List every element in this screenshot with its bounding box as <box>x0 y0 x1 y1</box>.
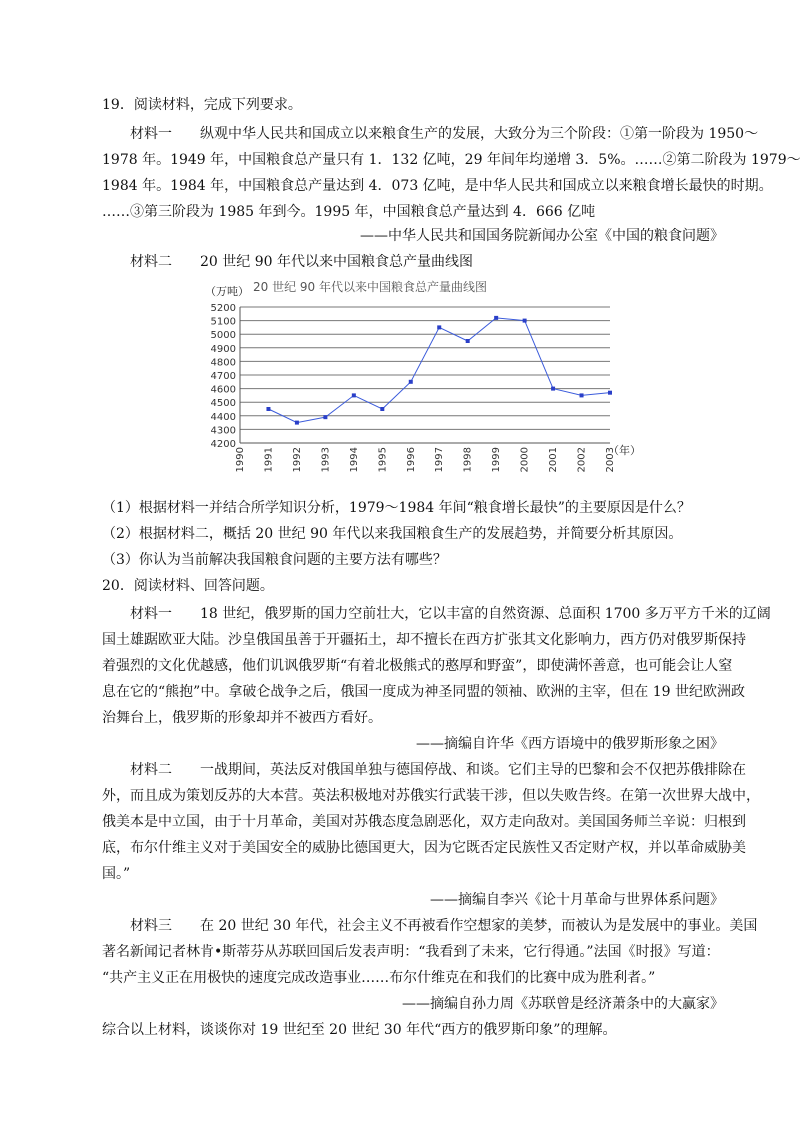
y-tick-label: 4400 <box>210 411 236 423</box>
x-tick-label: 2003 <box>605 447 616 473</box>
q19-material1-line2: 1978 年。1949 年，中国粮食总产量只有 1．132 亿吨，29 年间年均递增 3．5%。……②第二阶段为 1979～ <box>102 152 801 168</box>
x-tick-label: 1990 <box>235 447 246 473</box>
data-point <box>466 339 470 343</box>
data-point <box>352 393 356 397</box>
q20-material3-source: ——摘编自孙力周《苏联曾是经济萧条中的大赢家》 <box>402 996 724 1012</box>
y-tick-label: 4300 <box>210 425 236 437</box>
x-tick-label: 2000 <box>519 447 531 473</box>
q20-material3-line1: 材料三 在 20 世纪 30 年代，社会主义不再被看作空想家的美梦，而被认为是发展中的事业。美国 <box>130 918 758 934</box>
q19-question-1: （1）根据材料一并结合所学知识分析，1979～1984 年间“粮食增长最快”的主要原因是什么？ <box>102 500 691 516</box>
x-tick-label: 1995 <box>377 447 389 473</box>
data-point <box>323 415 327 419</box>
q19-material1-line1: 材料一 纵观中华人民共和国成立以来粮食生产的发展，大致分为三个阶段：①第一阶段为 1950～ <box>130 126 759 142</box>
data-point <box>409 380 413 384</box>
data-point <box>380 407 384 411</box>
q19-material1-line4: ……③第三阶段为 1985 年到今。1995 年，中国粮食总产量达到 4．666 亿吨 <box>102 204 596 220</box>
q19-material1-source: ——中华人民共和国国务院新闻办公室《中国的粮食问题》 <box>360 228 724 244</box>
question-20-title: 20．阅读材料、回答问题。 <box>102 578 274 594</box>
chart-title: 20 世纪 90 年代以来中国粮食总产量曲线图 <box>253 280 487 294</box>
x-tick-label: 1998 <box>462 447 474 473</box>
q20-material2-line1: 材料二 一战期间，英法反对俄国单独与德国停战、和谈。它们主导的巴黎和会不仅把苏俄排除在 <box>130 762 746 778</box>
data-point <box>266 407 270 411</box>
q19-question-3: （3）你认为当前解决我国粮食问题的主要方法有哪些？ <box>102 552 447 568</box>
q20-material1-line4: 息在它的“熊抱”中。拿破仑战争之后，俄国一度成为神圣同盟的领袖、欧洲的主宰，但在 19 世纪欧洲政 <box>102 684 746 700</box>
q19-material2-label: 材料二 20 世纪 90 年代以来中国粮食总产量曲线图 <box>130 254 473 270</box>
q19-question-2: （2）根据材料二，概括 20 世纪 90 年代以来我国粮食生产的发展趋势，并简要分析其原因。 <box>102 526 683 542</box>
x-tick-label: 1992 <box>291 447 303 473</box>
q20-material1-line1: 材料一 18 世纪，俄罗斯的国力空前壮大，它以丰富的自然资源、总面积 1700 多万平方千米的辽阔 <box>130 606 771 622</box>
data-point <box>295 421 299 425</box>
q20-material1-source: ——摘编自许华《西方语境中的俄罗斯形象之困》 <box>416 736 724 752</box>
y-tick-label: 5200 <box>210 303 236 314</box>
y-tick-label: 4800 <box>210 357 236 369</box>
q20-material2-line2: 外，而且成为策划反苏的大本营。英法积极地对苏俄实行武装干涉，但以失败告终。在第一次世界大战中， <box>102 788 760 804</box>
data-point <box>494 316 498 320</box>
q20-question: 综合以上材料，谈谈你对 19 世纪至 20 世纪 30 年代“西方的俄罗斯印象”的理解。 <box>102 1022 617 1038</box>
q20-material1-line3: 着强烈的文化优越感，他们讥讽俄罗斯“有着北极熊式的憨厚和野蛮”，即使满怀善意，也可能会让人窒 <box>102 658 733 674</box>
y-tick-label: 5000 <box>210 330 236 342</box>
x-tick-label: 1996 <box>405 447 417 473</box>
q20-material2-source: ——摘编自李兴《论十月革命与世界体系问题》 <box>430 892 724 908</box>
q20-material2-line5: 国。” <box>102 866 131 882</box>
q20-material3-line2: 著名新闻记者林肯•斯蒂芬从苏联回国后发表声明：“我看到了未来，它行得通。”法国《时报》写道： <box>102 944 720 960</box>
y-tick-label: 4700 <box>210 371 236 382</box>
chart-x-axis-label: （年） <box>608 444 641 457</box>
y-tick-label: 4500 <box>210 398 236 410</box>
y-tick-label: 4600 <box>210 384 236 396</box>
x-tick-label: 1991 <box>263 447 275 473</box>
q20-material1-line5: 治舞台上，俄罗斯的形象却并不被西方看好。 <box>102 710 382 726</box>
q20-material2-line3: 俄美本是中立国，由于十月革命，美国对苏俄态度急剧恶化，双方走向敌对。美国国务师兰辛说：归根到 <box>102 814 746 830</box>
y-tick-label: 4900 <box>210 343 236 355</box>
q20-material2-line4: 底，布尔什维主义对于美国安全的威胁比德国更大，因为它既否定民族性又否定财产权，并以革命威胁美 <box>102 840 746 856</box>
x-tick-label: 2002 <box>576 447 588 473</box>
question-19-title: 19．阅读材料，完成下列要求。 <box>102 97 302 113</box>
data-point <box>580 393 584 397</box>
data-point <box>551 387 555 391</box>
x-tick-label: 2001 <box>548 447 560 473</box>
y-tick-label: 5100 <box>210 316 236 328</box>
x-tick-label: 1999 <box>491 447 503 473</box>
data-point <box>608 391 612 395</box>
chart-svg <box>205 277 641 473</box>
q20-material1-line2: 国土雄踞欧亚大陆。沙皇俄国虽善于开疆拓土，却不擅长在西方扩张其文化影响力，西方仍对俄罗斯保持 <box>102 632 746 648</box>
data-point <box>523 319 527 323</box>
x-tick-label: 1993 <box>320 447 332 473</box>
x-tick-label: 1997 <box>434 447 446 473</box>
chart-y-axis-label: （万吨） <box>205 285 249 298</box>
data-point <box>437 325 441 329</box>
x-tick-label: 1994 <box>348 447 360 473</box>
q19-material1-line3: 1984 年。1984 年，中国粮食总产量达到 4．073 亿吨，是中华人民共和国成立以来粮食增长最快的时期。 <box>102 178 773 194</box>
y-tick-label: 4200 <box>210 439 236 450</box>
grain-output-line-chart <box>205 277 641 473</box>
series-line <box>268 318 610 423</box>
q20-material3-line3: “共产主义正在用极快的速度完成改造事业……布尔什维克在和我们的比赛中成为胜利者。” <box>102 970 656 986</box>
